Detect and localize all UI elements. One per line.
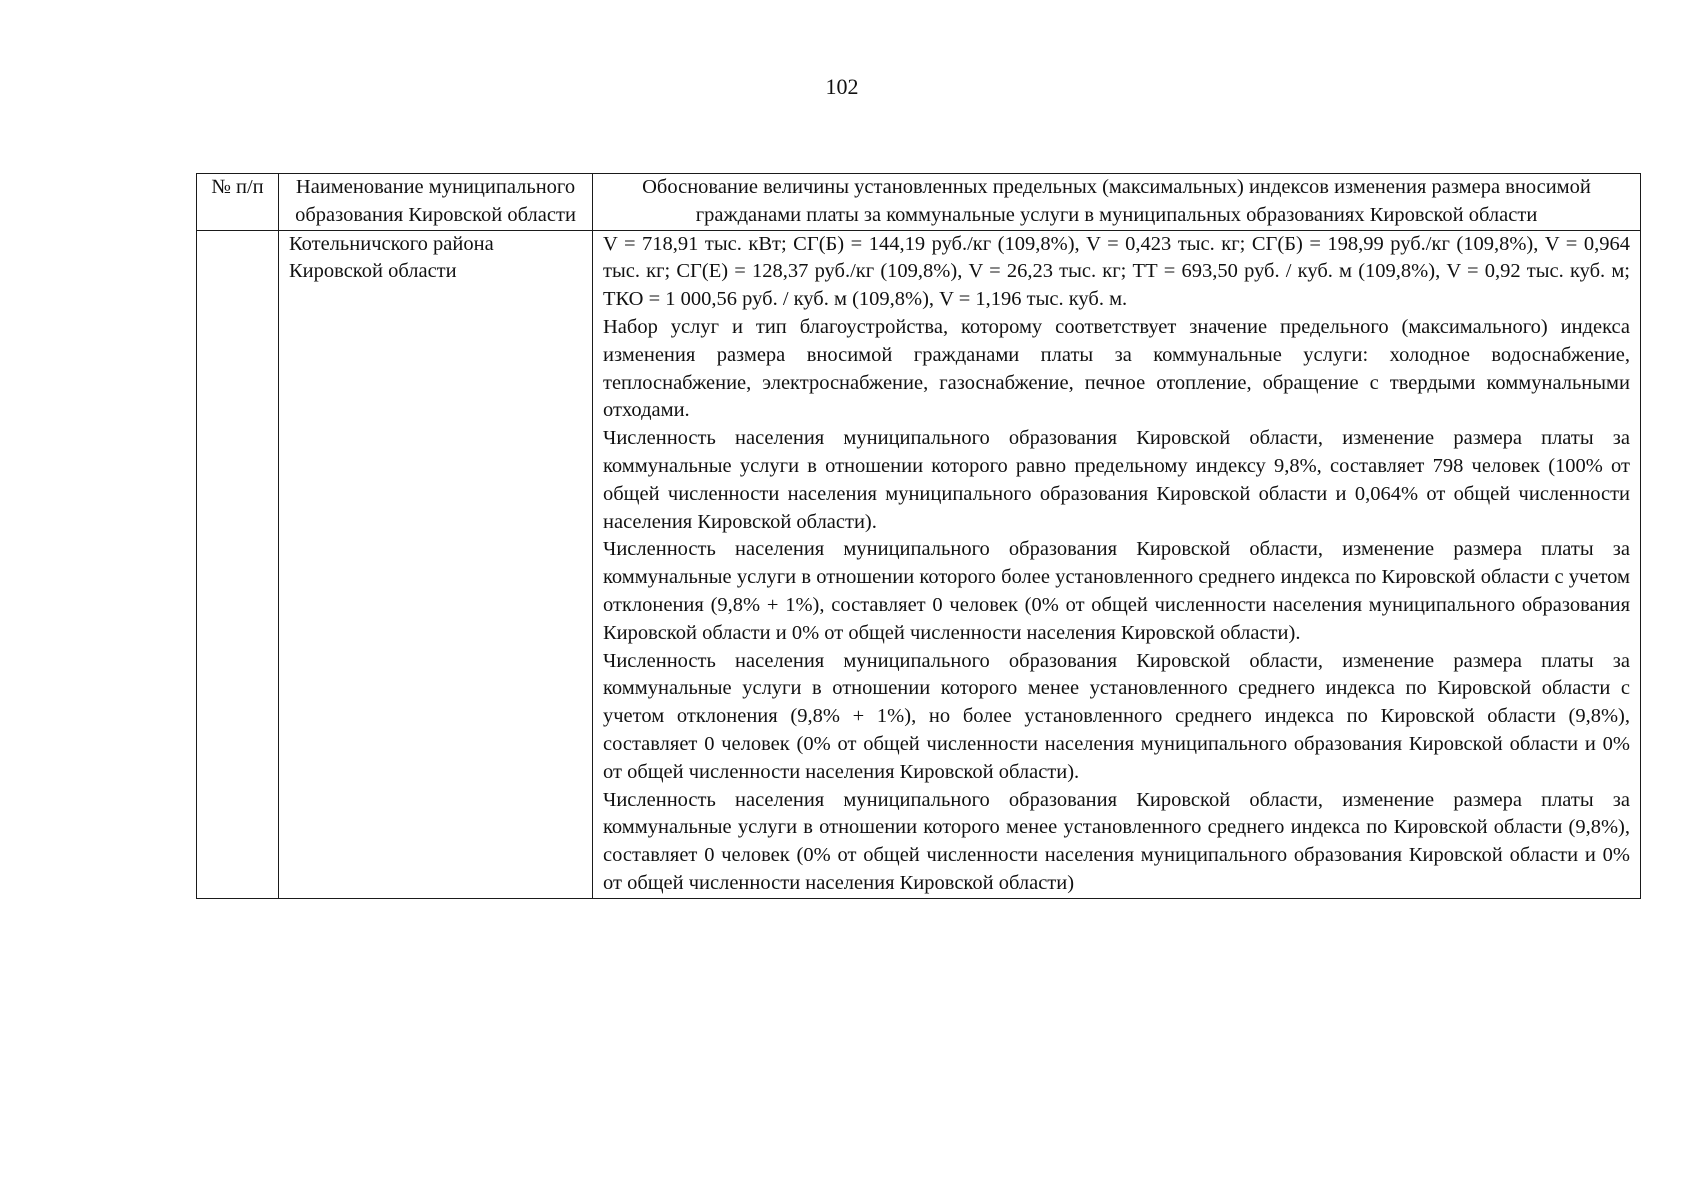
header-number: № п/п (197, 174, 279, 231)
justification-paragraph-population-between: Численность населения муниципального образования Кировской области, изменение размера платы за коммунальные услуги в отношении которого менее установленного среднего индекса по Кировской области с учетом отклонения (9,8% + 1%), но более установленного среднего индекса по Кировской области (9,8%), составляет 0 человек (0% от общей численности населения муниципального образования Кировской области и 0% от общей численности населения Кировской области). (603, 649, 1630, 783)
justification-paragraph-population-above: Численность населения муниципального образования Кировской области, изменение размера платы за коммунальные услуги в отношении которого более установленного среднего индекса по Кировской области с учетом отклонения (9,8% + 1%), составляет 0 человек (0% от общей численности населения муниципального образования Кировской области и 0% от общей численности населения Кировской области). (603, 538, 1630, 644)
justification-paragraph-services: Набор услуг и тип благоустройства, которому соответствует значение предельного (максимального) индекса изменения размера вносимой гражданами платы за коммунальные услуги: холодное водоснабжение, теплоснабжение, электроснабжение, газоснабжение, печное отопление, обращение с твердыми коммунальными отходами. (603, 315, 1630, 422)
table-row (197, 230, 1641, 898)
header-justification: Обоснование величины установленных предельных (максимальных) индексов изменения размера вносимой гражданами платы за коммунальные услуги в муниципальных образованиях Кировской области (593, 174, 1641, 231)
justification-paragraph-values: V = 718,91 тыс. кВт; СГ(Б) = 144,19 руб./кг (109,8%), V = 0,423 тыс. кг; СГ(Б) = 198,99 руб./кг (109,8%), V = 0,964 тыс. кг; СГ(Е) = 128,37 руб./кг (109,8%), V = 26,23 тыс. кг; ТТ = 693,50 руб. / куб. м (109,8%), V = 0,92 тыс. куб. м; ТКО = 1 000,56 руб. / куб. м (109,8%), V = 1,196 тыс. куб. м. (603, 232, 1630, 311)
tariff-index-table (196, 173, 1641, 899)
row-municipality-name: Котельничского района Кировской области (279, 230, 593, 898)
justification-paragraph-population-below: Численность населения муниципального образования Кировской области, изменение размера платы за коммунальные услуги в отношении которого менее установленного среднего индекса по Кировской области (9,8%), составляет 0 человек (0% от общей численности населения муниципального образования Кировской области и 0% от общей численности населения Кировской области) (603, 788, 1630, 894)
table-header-row (197, 174, 1641, 231)
justification-paragraph-population-equal: Численность населения муниципального образования Кировской области, изменение размера платы за коммунальные услуги в отношении которого равно предельному индексу 9,8%, составляет 798 человек (100% от общей численности населения муниципального образования Кировской области и 0,064% от общей численности населения Кировской области). (603, 427, 1630, 533)
header-municipality-name: Наименование муниципального образования Кировской области (279, 174, 593, 231)
page-number: 102 (825, 74, 859, 99)
row-justification (593, 230, 1641, 898)
row-number (197, 230, 279, 898)
